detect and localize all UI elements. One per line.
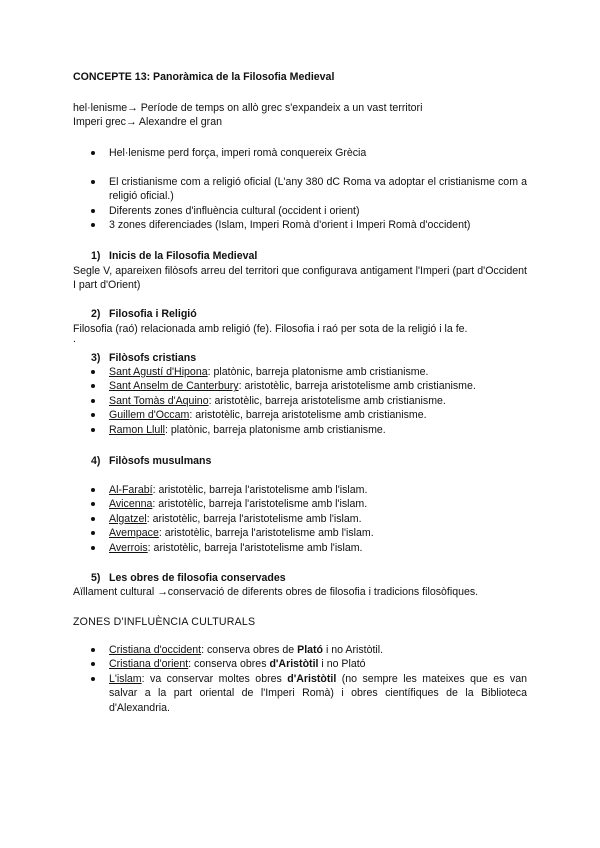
philosopher-desc: : aristotèlic, barreja l'aristotelisme amb l'islam. — [158, 527, 374, 540]
section-title: Filòsofs cristians — [109, 352, 197, 364]
philosopher-link[interactable]: Averrois — [109, 541, 148, 554]
list-item — [73, 379, 527, 393]
philosopher-link[interactable]: Ramon Llull — [109, 423, 165, 436]
zone-text: : conserva obres de — [201, 644, 298, 656]
list-item: 3 zones diferenciades (Islam, Imperi Romà d'orient i Imperi Romà d'occident) — [73, 218, 527, 232]
philosopher-link[interactable]: Sant Tomàs d'Aquino — [109, 394, 209, 407]
philosopher-desc: : aristotèlic, barreja l'aristotelisme amb l'islam. — [146, 512, 362, 525]
philosopher-link[interactable]: Al-Farabí — [109, 484, 153, 496]
zone-link[interactable]: Cristiana d'occident — [109, 644, 202, 656]
bullet-list-context — [73, 175, 527, 233]
list-item — [73, 497, 527, 511]
philosopher-desc: : aristotèlic, barreja l'aristotelisme amb l'islam. — [152, 484, 368, 496]
list-item: El cristianisme com a religió oficial (L'any 380 dC Roma va adoptar el cristianisme com a religió oficial.) — [73, 175, 527, 204]
section-heading-2 — [73, 307, 545, 321]
list-item — [73, 365, 527, 379]
section-text-1: Segle V, apareixen filòsofs arreu del territori que configurava antigament l'Imperi (part d'Occident I part d'Orient) — [73, 265, 527, 292]
list-item — [73, 408, 527, 422]
section-title: Les obres de filosofia conservades — [109, 572, 286, 584]
muslim-philosophers-list — [73, 483, 527, 555]
section-number: 1) — [91, 250, 101, 262]
zone-text: (no sempre les mateixes que es van salvar a la part oriental de l'Imperi Romà) i obres científiques de la Biblioteca d'Alexandria. — [109, 672, 527, 714]
list-item — [73, 483, 527, 497]
list-item: Hel·lenisme perd força, imperi romà conquereix Grècia — [73, 146, 527, 160]
section-title: Inicis de la Filosofia Medieval — [109, 250, 258, 262]
list-item — [73, 526, 527, 540]
zone-text: : conserva obres — [188, 658, 270, 671]
zone-text: i no Plató — [318, 658, 366, 671]
section-title: Filosofia i Religió — [109, 308, 197, 320]
philosopher-desc: : platònic, barreja platonisme amb cristianisme. — [207, 366, 429, 378]
page-title: CONCEPTE 13: Panoràmica de la Filosofia Medieval — [73, 71, 335, 83]
list-item — [73, 672, 527, 715]
bullet-list-hellenisme — [73, 146, 527, 160]
list-item — [73, 541, 527, 555]
christian-philosophers-list — [73, 365, 527, 437]
zone-link[interactable]: Cristiana d'orient — [109, 658, 189, 671]
section-number: 2) — [91, 308, 101, 320]
section-number: 4) — [91, 455, 101, 467]
zones-heading: ZONES D'INFLUÈNCIA CULTURALS — [73, 616, 256, 628]
section-text-2: Filosofia (raó) relacionada amb religió (fe). Filosofia i raó per sota de la religió i la fe. — [73, 323, 468, 335]
zone-bold: d'Aristòtil — [269, 658, 319, 671]
philosopher-desc: : platònic, barreja platonisme amb cristianisme. — [164, 423, 386, 436]
section-heading-5 — [73, 571, 545, 585]
section-number: 3) — [91, 352, 101, 364]
zone-link[interactable]: L'islam — [109, 672, 142, 685]
philosopher-desc: : aristotèlic, barreja l'aristotelisme amb l'islam. — [152, 498, 368, 511]
philosopher-link[interactable]: Sant Anselm de Canterbury — [109, 380, 239, 393]
philosopher-desc: : aristotèlic, barreja aristotelisme amb cristianisme. — [189, 409, 427, 422]
philosopher-desc: : aristotèlic, barreja l'aristotelisme amb l'islam. — [147, 541, 363, 554]
zone-text: i no Aristòtil. — [323, 644, 384, 656]
section-heading-3 — [73, 351, 545, 365]
list-item — [73, 512, 527, 526]
zone-text: : va conservar moltes obres — [141, 672, 288, 685]
section-heading-4 — [73, 454, 545, 468]
philosopher-desc: : aristotèlic, barreja aristotelisme amb cristianisme. — [208, 394, 446, 407]
section-text-5: Aïllament cultural →conservació de diferents obres de filosofia i tradicions filosòfiques. — [73, 586, 479, 598]
intro-line-hellenisme: hel·lenisme→ Període de temps on allò grec s'expandeix a un vast territori — [73, 102, 423, 114]
section-number: 5) — [91, 572, 101, 584]
section-heading-1 — [73, 249, 545, 263]
philosopher-link[interactable]: Avempace — [109, 527, 159, 540]
philosopher-link[interactable]: Algatzel — [109, 512, 147, 525]
list-item — [73, 394, 527, 408]
philosopher-desc: : aristotèlic, barreja aristotelisme amb cristianisme. — [238, 380, 476, 393]
philosopher-link[interactable]: Guillem d'Occam — [109, 409, 190, 422]
list-item — [73, 657, 527, 671]
intro-line-imperi-grec: Imperi grec→ Alexandre el gran — [73, 116, 222, 128]
list-item: Diferents zones d'influència cultural (occident i orient) — [73, 204, 527, 218]
philosopher-link[interactable]: Avicenna — [109, 498, 153, 511]
zones-list — [73, 643, 527, 715]
list-item — [73, 423, 527, 437]
list-item — [73, 643, 527, 657]
stray-dot: . — [73, 333, 76, 345]
section-title: Filòsofs musulmans — [109, 455, 212, 467]
philosopher-link[interactable]: Sant Agustí d'Hipona — [109, 366, 208, 378]
zone-bold: Plató — [297, 644, 324, 656]
zone-bold: d'Aristòtil — [287, 672, 337, 685]
